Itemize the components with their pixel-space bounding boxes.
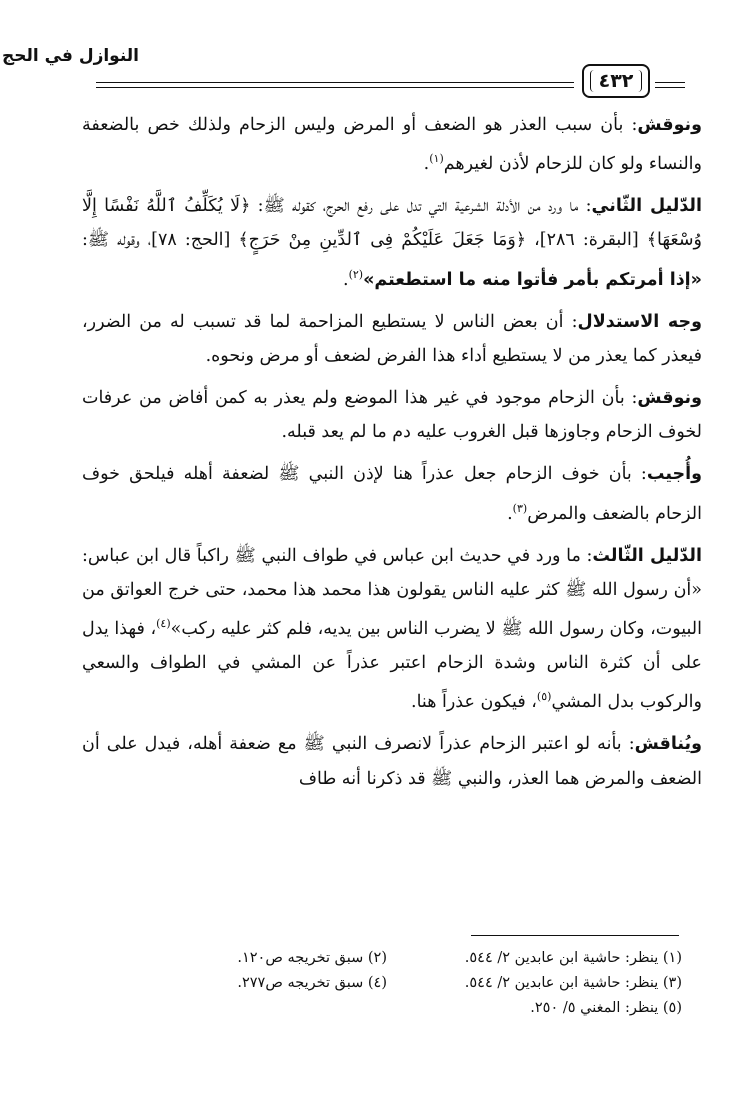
footnote-text: سبق تخريجه ص١٢٠. xyxy=(237,950,364,966)
footnote-number: (٣) xyxy=(662,975,682,991)
footnote-number: (٤) xyxy=(367,975,387,991)
paragraph-lead: الدّليل الثّاني xyxy=(591,196,702,217)
footnote-text: ينظر: المغني ٥/ ٢٥٠. xyxy=(530,1000,659,1016)
paragraph xyxy=(82,539,702,720)
paragraph-lead: ويُناقش xyxy=(634,734,702,755)
header-rule xyxy=(655,82,685,83)
header-rule xyxy=(96,82,574,83)
paragraph-text: : بأن الزحام موجود في غير هذا الموضع ولم يعذر به كمن أفاض من عرفات لخوف الزحام وجاوزها قبل الغروب عليه دم ما لم يعد قبله. xyxy=(82,388,702,443)
footnote-separator xyxy=(471,935,679,936)
footnote xyxy=(387,996,682,1021)
header-rule xyxy=(655,87,685,88)
paragraph xyxy=(82,381,702,449)
footnote-row xyxy=(150,996,682,1021)
paragraph-text: : ما ورد في حديث ابن عباس في طواف النبي ﷺ راكباً قال ابن عباس: «أن رسول الله ﷺ كثر عليه الناس يقولون هذا محمد هذا محمد، حتى خرج العواتق من البيوت، وكان رسول الله ﷺ لا يضرب الناس بين يديه، فلم كثر عليه ركب» xyxy=(82,545,702,639)
footnote-ref[interactable]: (٣) xyxy=(512,501,528,515)
footnote-text: ينظر: حاشية ابن عابدين ٢/ ٥٤٤. xyxy=(464,975,659,991)
paragraph xyxy=(82,305,702,373)
paragraph-lead: ونوقش xyxy=(637,115,702,135)
paragraph xyxy=(82,108,702,181)
footnote xyxy=(150,971,387,996)
page-number: ٤٣٢ xyxy=(598,70,634,92)
paragraph-tail: . xyxy=(342,269,349,290)
hadith-text: «إذا أمرتكم بأمر فأتوا منه ما استطعتم» xyxy=(363,269,702,290)
paragraph-text: : بأن خوف الزحام جعل عذراً هنا لإذن النبي ﷺ لضعفة أهله فيلحق خوف الزحام بالضعف والمرض xyxy=(82,464,702,524)
footnotes xyxy=(150,946,682,1021)
paragraph-text: : بأنه لو اعتبر الزحام عذراً لانصرف النبي ﷺ مع ضعفة أهله، فيدل على أن الضعف والمرض هما العذر، والنبي ﷺ قد ذكرنا أنه طاف xyxy=(82,734,702,789)
footnote-text: ينظر: حاشية ابن عابدين ٢/ ٥٤٤. xyxy=(464,950,659,966)
paragraph-lead: ونوقش xyxy=(637,388,702,409)
paragraph xyxy=(82,457,702,530)
paragraph-tail: . xyxy=(507,503,513,524)
paragraph-text: ، فهذا يدل على أن كثرة الناس وشدة الزحام اعتبر عذراً عن المشي في الطواف والسعي والركوب بدل المشي xyxy=(82,618,702,713)
paragraph-text: : بأن سبب العذر هو الضعف أو المرض وليس الزحام ولذلك خص بالضعفة والنساء ولو كان للزحام لأذن لغيرهم xyxy=(82,115,702,175)
footnote-row xyxy=(150,971,682,996)
footnote xyxy=(387,946,682,971)
footnote-number: (١) xyxy=(662,950,682,966)
page-number-frame xyxy=(590,70,642,92)
verse-reference: [البقرة: ٢٨٦]، xyxy=(526,230,647,251)
footnote-ref[interactable]: (٤) xyxy=(156,617,171,631)
paragraph-lead: وأُجيب xyxy=(646,464,702,485)
footnote-row xyxy=(150,946,682,971)
paragraph-text: : ما ورد من الأدلة الشرعية التي تدل على رفع الحرج، كقوله ﷺ: xyxy=(250,196,592,217)
footnote-number: (٥) xyxy=(662,1000,682,1016)
paragraph-tail: . xyxy=(423,154,430,175)
footnote-ref[interactable]: (٥) xyxy=(536,690,552,704)
footnote-text: سبق تخريجه ص٢٧٧. xyxy=(237,975,364,991)
paragraph xyxy=(82,189,702,296)
quran-verse: ﴿وَمَا جَعَلَ عَلَيْكُمْ فِى ٱلدِّينِ مِنْ حَرَجٍ﴾ xyxy=(238,230,527,251)
paragraph-lead: الدّليل الثّالث xyxy=(592,545,702,566)
main-text xyxy=(82,108,702,804)
paragraph-text: : أن بعض الناس لا يستطيع المزاحمة لما قد تسبب له من الضرر، فيعذر كما يعذر من لا يستطيع أداء هذا الفرض لضعف أو مرض ونحوه. xyxy=(82,311,702,366)
verse-reference: [الحج: ٧٨]، وقوله ﷺ: xyxy=(82,230,239,251)
footnote xyxy=(150,946,387,971)
footnote-number: (٢) xyxy=(367,950,387,966)
paragraph-tail: ، فيكون عذراً هنا. xyxy=(411,692,537,713)
paragraph xyxy=(82,727,702,795)
quran-verse: ﴿لَا يُكَلِّفُ ٱللَّهُ نَفْسًا إِلَّا وُسْعَهَا﴾ xyxy=(82,196,702,251)
paragraph-lead: وجه الاستدلال xyxy=(577,311,702,332)
footnote xyxy=(387,971,682,996)
page-number-badge xyxy=(582,64,650,98)
header-rule xyxy=(96,87,574,88)
footnote-ref[interactable]: (١) xyxy=(429,152,444,166)
running-header-title: النوازل في الحج xyxy=(1,46,139,66)
footnote-ref[interactable]: (٢) xyxy=(348,267,364,281)
